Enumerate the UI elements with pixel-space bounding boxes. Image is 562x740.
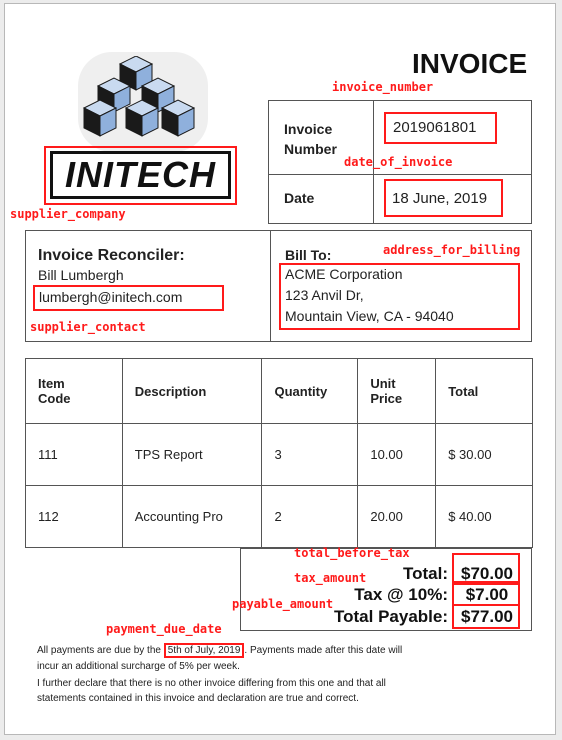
invoice-number-label: Invoice Number — [284, 121, 337, 157]
divider — [268, 174, 532, 175]
invoice-title: INVOICE — [412, 48, 528, 79]
line-total-cell: $ 40.00 — [436, 486, 533, 548]
item-code-cell: 112 — [26, 486, 123, 548]
column-header-quantity: Quantity — [262, 359, 358, 424]
annotation-supplier-company: supplier_company — [10, 207, 126, 221]
footer-line3: I further declare that there is no other invoice differing from this one and that all — [37, 678, 386, 689]
payable-label: Total Payable: — [334, 607, 448, 626]
reconciler-name: Bill Lumbergh — [38, 267, 124, 283]
description-cell: Accounting Pro — [122, 486, 262, 548]
reconciler-email: lumbergh@initech.com — [39, 289, 183, 305]
description-cell: TPS Report — [122, 424, 262, 486]
annotation-payment-due-date: payment_due_date — [106, 622, 222, 636]
payable-value: $77.00 — [461, 607, 513, 626]
footer-line1-post: . Payments made after this date will — [244, 645, 403, 656]
bill-to-line3: Mountain View, CA - 94040 — [285, 308, 454, 324]
quantity-cell: 2 — [262, 486, 358, 548]
footer-line2: incur an additional surcharge of 5% per week. — [37, 661, 240, 672]
payment-due-date-highlight — [164, 643, 245, 658]
annotation-date-of-invoice: date_of_invoice — [344, 155, 453, 169]
annotation-invoice-number: invoice_number — [332, 80, 434, 94]
table-row — [26, 486, 533, 548]
unit-price-cell: 20.00 — [358, 486, 436, 548]
date-label: Date — [284, 190, 315, 206]
footer-line1 — [37, 645, 402, 658]
reconciler-heading: Invoice Reconciler: — [38, 247, 185, 264]
column-header-unit-price: Unit Price — [358, 359, 436, 424]
footer-line1-pre: All payments are due by the — [37, 645, 161, 656]
tax-label: Tax @ 10%: — [354, 585, 448, 604]
annotation-supplier-contact: supplier_contact — [30, 320, 146, 334]
date-value: 18 June, 2019 — [392, 190, 488, 207]
invoice-number-value: 2019061801 — [393, 119, 477, 136]
annotation-address-for-billing: address_for_billing — [383, 243, 521, 257]
footer-line4: statements contained in this invoice and declaration are true and correct. — [37, 693, 359, 704]
annotation-tax-amount: tax_amount — [294, 571, 367, 585]
annotation-total-before-tax: total_before_tax — [294, 546, 410, 560]
table-row — [26, 424, 533, 486]
column-header-item-code: Item Code — [26, 359, 123, 424]
payment-due-date-value: 5th of July, 2019 — [167, 645, 241, 656]
initech-logo-text: INITECH — [50, 151, 231, 199]
column-header-total: Total — [436, 359, 533, 424]
line-total-cell: $ 30.00 — [436, 424, 533, 486]
item-code-cell: 111 — [26, 424, 123, 486]
bill-to-heading: Bill To: — [285, 247, 332, 263]
bill-to-line2: 123 Anvil Dr, — [285, 287, 364, 303]
quantity-cell: 3 — [262, 424, 358, 486]
column-header-description: Description — [122, 359, 262, 424]
total-label: Total: — [402, 564, 448, 583]
unit-price-cell: 10.00 — [358, 424, 436, 486]
total-value: $70.00 — [461, 564, 513, 583]
annotation-payable-amount: payable_amount — [232, 597, 334, 611]
tax-value: $7.00 — [465, 585, 509, 604]
initech-cubes-icon — [80, 56, 200, 152]
divider — [270, 230, 271, 342]
table-header-row — [26, 359, 533, 424]
bill-to-line1: ACME Corporation — [285, 266, 403, 282]
items-table — [25, 358, 533, 548]
